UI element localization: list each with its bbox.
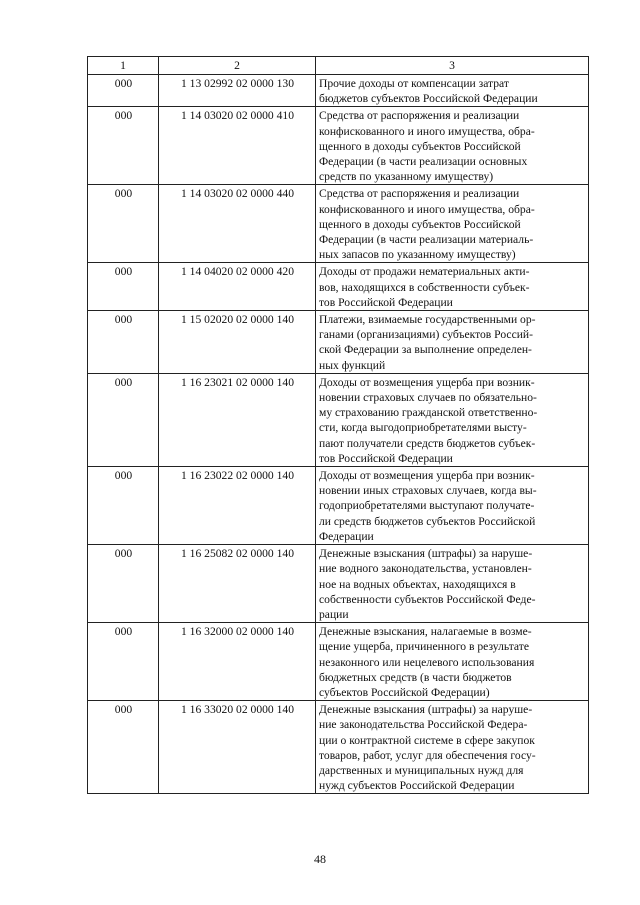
admin-code-cell: 000	[88, 185, 159, 263]
admin-code-cell: 000	[88, 263, 159, 311]
description-line: Средства от распоряжения и реализации	[319, 187, 520, 201]
description-line: субъектов Российской Федерации)	[319, 685, 490, 699]
admin-code-cell: 000	[88, 545, 159, 623]
revenue-description-cell	[316, 185, 589, 263]
admin-code-cell: 000	[88, 467, 159, 545]
table-row	[88, 263, 589, 311]
description-line: ных функций	[319, 358, 386, 372]
revenue-code-cell: 1 14 04020 02 0000 420	[159, 263, 316, 311]
table-row	[88, 311, 589, 374]
admin-code-cell: 000	[88, 623, 159, 701]
revenue-code-cell: 1 14 03020 02 0000 410	[159, 107, 316, 185]
description-line: Средства от распоряжения и реализации	[319, 109, 520, 123]
description-line: Денежные взыскания (штрафы) за наруше-	[319, 547, 533, 561]
description-line: Доходы от продажи нематериальных акти-	[319, 265, 530, 279]
description-line: дарственных и муниципальных нужд для	[319, 763, 524, 777]
description-line: конфискованного и иного имущества, обра-	[319, 124, 535, 138]
admin-code-cell: 000	[88, 311, 159, 374]
revenue-code-cell: 1 13 02992 02 0000 130	[159, 75, 316, 107]
description-line: ние водного законодательства, установлен-	[319, 562, 532, 576]
admin-code-cell: 000	[88, 373, 159, 466]
description-line: Платежи, взимаемые государственными ор-	[319, 313, 536, 327]
description-line: новении иных страховых случаев, когда вы-	[319, 484, 537, 498]
table-row	[88, 545, 589, 623]
description-line: сти, когда выгодоприобретателями высту-	[319, 421, 527, 435]
revenue-description-cell	[316, 263, 589, 311]
description-line: щение ущерба, причиненного в результате	[319, 640, 529, 654]
description-line: тов Российской Федерации	[319, 451, 453, 465]
description-line: средств по указанному имуществу)	[319, 170, 494, 184]
revenue-code-cell: 1 16 23022 02 0000 140	[159, 467, 316, 545]
revenue-description-cell	[316, 623, 589, 701]
description-line: Федерации (в части реализации материаль-	[319, 233, 534, 247]
description-line: рации	[319, 607, 349, 621]
description-line: ской Федерации за выполнение определен-	[319, 343, 532, 357]
revenue-code-cell: 1 15 02020 02 0000 140	[159, 311, 316, 374]
description-line: ганами (организациями) субъектов Россий-	[319, 328, 533, 342]
description-line: Доходы от возмещения ущерба при возник-	[319, 375, 535, 389]
description-line: конфискованного и иного имущества, обра-	[319, 202, 535, 216]
description-line: тов Российской Федерации	[319, 295, 453, 309]
description-line: ние законодательства Российской Федера-	[319, 718, 528, 732]
header-column-1: 1	[88, 57, 159, 75]
description-line: Федерации (в части реализации основных	[319, 155, 528, 169]
revenue-code-cell: 1 16 32000 02 0000 140	[159, 623, 316, 701]
description-line: Прочие доходы от компенсации затрат	[319, 77, 509, 90]
table-body	[88, 75, 589, 794]
description-line: собственности субъектов Российской Феде-	[319, 592, 536, 606]
description-line: бюджетов субъектов Российской Федерации	[319, 92, 538, 106]
description-line: бюджетных средств (в части бюджетов	[319, 670, 512, 684]
description-line: Денежные взыскания, налагаемые в возме-	[319, 625, 532, 639]
table-header-row	[88, 57, 589, 75]
description-line: ции о контрактной системе в сфере закупок	[319, 733, 535, 747]
page-number: 48	[314, 852, 326, 866]
table-row	[88, 107, 589, 185]
description-line: нужд субъектов Российской Федерации	[319, 779, 515, 793]
header-column-2: 2	[159, 57, 316, 75]
revenue-description-cell	[316, 75, 589, 107]
table-row	[88, 467, 589, 545]
admin-code-cell: 000	[88, 701, 159, 794]
description-line: щенного в доходы субъектов Российской	[319, 139, 521, 153]
revenue-description-cell	[316, 311, 589, 374]
admin-code-cell: 000	[88, 107, 159, 185]
revenue-code-cell: 1 16 33020 02 0000 140	[159, 701, 316, 794]
revenue-description-cell	[316, 701, 589, 794]
table-row	[88, 185, 589, 263]
description-line: Доходы от возмещения ущерба при возник-	[319, 469, 535, 483]
description-line: Федерации	[319, 529, 374, 543]
description-line: годоприобретателями выступают получате-	[319, 499, 535, 513]
description-line: ных запасов по указанному имуществу)	[319, 248, 516, 262]
revenue-code-cell: 1 16 25082 02 0000 140	[159, 545, 316, 623]
admin-code-cell: 000	[88, 75, 159, 107]
revenue-description-cell	[316, 467, 589, 545]
revenue-codes-table	[87, 56, 589, 794]
description-line: щенного в доходы субъектов Российской	[319, 217, 521, 231]
description-line: ли средств бюджетов субъектов Российской	[319, 514, 536, 528]
revenue-description-cell	[316, 545, 589, 623]
header-column-3: 3	[316, 57, 589, 75]
table-row	[88, 373, 589, 466]
description-line: незаконного или нецелевого использования	[319, 655, 535, 669]
table-row	[88, 623, 589, 701]
description-line: пают получатели средств бюджетов субъек-	[319, 436, 536, 450]
revenue-description-cell	[316, 107, 589, 185]
description-line: новении страховых случаев по обязательно-	[319, 391, 537, 405]
table-row	[88, 75, 589, 107]
description-line: му страхованию гражданской ответственно-	[319, 406, 538, 420]
revenue-code-cell: 1 16 23021 02 0000 140	[159, 373, 316, 466]
revenue-description-cell	[316, 373, 589, 466]
description-line: товаров, работ, услуг для обеспечения госу-	[319, 748, 536, 762]
revenue-code-cell: 1 14 03020 02 0000 440	[159, 185, 316, 263]
description-line: ное на водных объектах, находящихся в	[319, 577, 516, 591]
description-line: вов, находящихся в собственности субъек-	[319, 280, 530, 294]
table-row	[88, 701, 589, 794]
description-line: Денежные взыскания (штрафы) за наруше-	[319, 703, 533, 717]
